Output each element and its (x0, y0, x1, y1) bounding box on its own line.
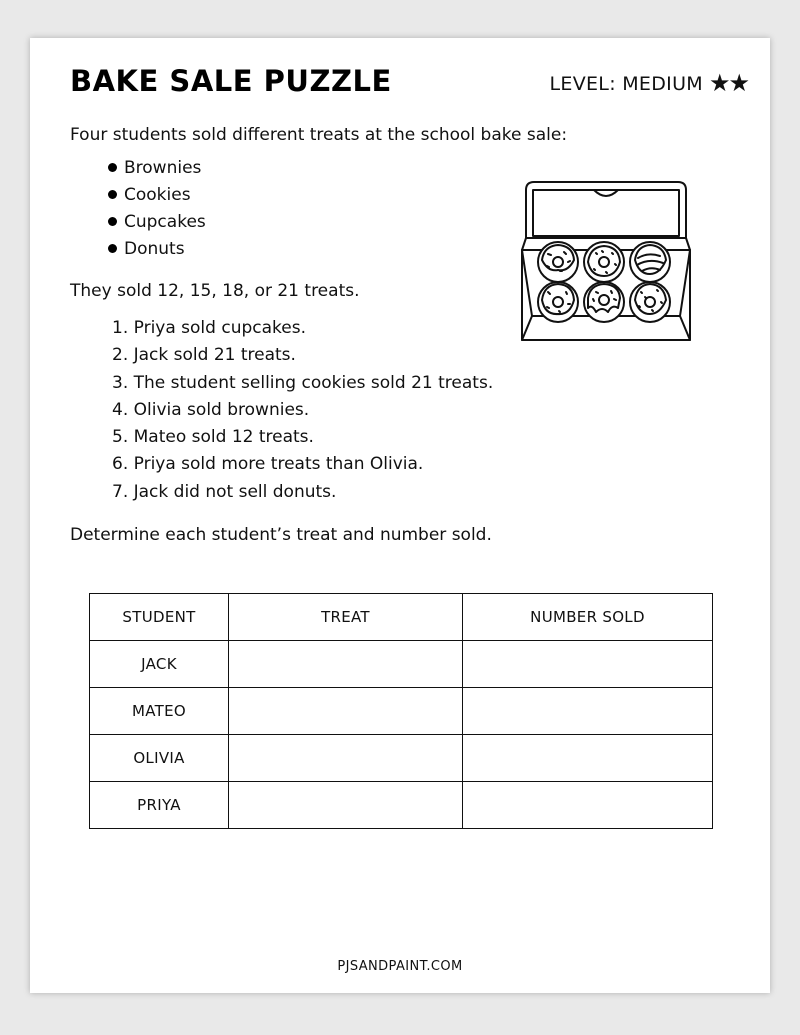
clue-item: 6. Priya sold more treats than Olivia. (112, 454, 424, 475)
column-header-number-sold: NUMBER SOLD (463, 594, 713, 641)
treat-list (108, 155, 206, 263)
student-name-cell: OLIVIA (90, 735, 229, 782)
donut-row (538, 282, 670, 322)
donut-row (538, 242, 670, 282)
number-answer-cell[interactable] (463, 688, 713, 735)
treat-answer-cell[interactable] (229, 735, 463, 782)
table-row (90, 782, 713, 829)
clue-item: 2. Jack sold 21 treats. (112, 345, 296, 366)
difficulty-level (550, 70, 748, 98)
treat-item: Cookies (108, 182, 206, 209)
treat-item: Cupcakes (108, 209, 206, 236)
treat-answer-cell[interactable] (229, 641, 463, 688)
page-title: BAKE SALE PUZZLE (70, 64, 392, 98)
number-answer-cell[interactable] (463, 782, 713, 829)
treat-item: Donuts (108, 236, 206, 263)
star-icons: ★★ (708, 69, 748, 97)
clue-item: 5. Mateo sold 12 treats. (112, 427, 314, 448)
clue-item: 3. The student selling cookies sold 21 treats. (112, 372, 494, 393)
level-label: LEVEL: MEDIUM (549, 73, 703, 95)
column-header-treat: TREAT (229, 594, 463, 641)
amounts-text: They sold 12, 15, 18, or 21 treats. (70, 281, 360, 301)
donut-box-icon (518, 178, 693, 348)
table-row (90, 688, 713, 735)
footer-site: PJSANDPAINT.COM (337, 959, 463, 974)
student-name-cell: MATEO (90, 688, 229, 735)
column-header-student: STUDENT (90, 594, 229, 641)
table-row (90, 735, 713, 782)
clue-item: 1. Priya sold cupcakes. (112, 318, 306, 338)
worksheet-page (30, 38, 770, 993)
clue-list (112, 315, 493, 506)
treat-answer-cell[interactable] (229, 688, 463, 735)
student-name-cell: JACK (90, 641, 229, 688)
table-header-row (90, 594, 713, 641)
student-name-cell: PRIYA (90, 782, 229, 829)
treat-answer-cell[interactable] (229, 782, 463, 829)
clue-item: 4. Olivia sold brownies. (112, 399, 310, 420)
instruction-text: Determine each student’s treat and number sold. (70, 525, 492, 545)
number-answer-cell[interactable] (463, 735, 713, 782)
answer-table (89, 593, 713, 829)
intro-text: Four students sold different treats at the school bake sale: (70, 125, 568, 145)
table-row (90, 641, 713, 688)
clue-item: 7. Jack did not sell donuts. (112, 481, 337, 502)
number-answer-cell[interactable] (463, 641, 713, 688)
treat-item: Brownies (108, 155, 206, 182)
